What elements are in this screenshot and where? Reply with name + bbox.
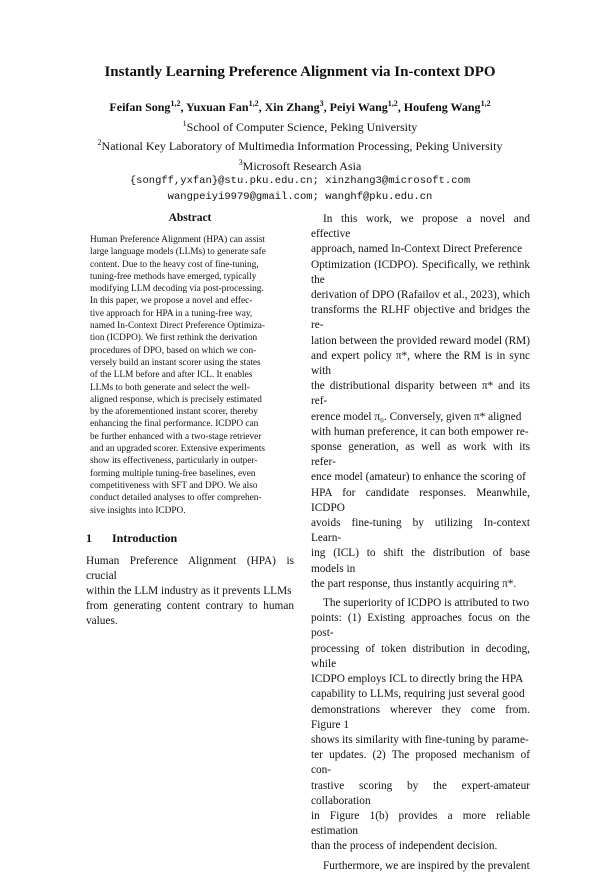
abstract-line: and an upgraded scorer. Extensive experiments (90, 444, 266, 455)
body-line: ICDPO employs ICL to directly bring the HPA (311, 673, 524, 686)
author-block (0, 96, 600, 205)
abstract-line: be further enhanced with a two-stage retriever (90, 431, 262, 442)
body-line: lation between the provided reward model (RM) (311, 334, 530, 347)
author-affiliation-mark: 1,2 (480, 99, 491, 108)
email-line: wangpeiyi9979@gmail.com; wanghf@pku.edu.cn (167, 190, 433, 203)
abstract-heading: Abstract (168, 212, 212, 224)
abstract-line: by the aforementioned instant scorer, thereby (90, 407, 258, 418)
author-name: Houfeng Wang (403, 100, 481, 114)
abstract-line: sive insights into ICDPO. (90, 505, 186, 516)
affiliation-number: 2 (97, 138, 102, 147)
body-line: derivation of DPO (Rafailov et al., 2023), which (311, 289, 530, 302)
body-line: HPA for candidate responses. Meanwhile, ICDPO (311, 486, 530, 514)
author-name: Feifan Song (109, 100, 171, 114)
author-affiliation-mark: 1,2 (387, 99, 398, 108)
body-line: Human Preference Alignment (HPA) is crucial (86, 554, 294, 582)
abstract-line: modifying LLM decoding via post-processing. (90, 284, 264, 295)
author-name: Xin Zhang (264, 100, 320, 114)
body-line: trastive scoring by the expert-amateur collaboration (311, 779, 530, 807)
abstract-line: named In-Context Direct Preference Optimiza- (90, 321, 266, 332)
body-line: Optimization (ICDPO). Specifically, we rethink the (311, 258, 530, 286)
body-line: erence model π₀. Conversely, given π* aligned (311, 410, 522, 423)
section-heading-introduction (86, 531, 294, 546)
author-name: Yuxuan Fan (186, 100, 249, 114)
body-line: points: (1) Existing approaches focus on the post- (311, 612, 530, 640)
body-line: approach, named In-Context Direct Preference (311, 243, 523, 256)
body-line: shows its similarity with fine-tuning by parame- (311, 733, 529, 746)
abstract-line: versely build an instant scorer using the states (90, 357, 261, 368)
abstract-line: In this paper, we propose a novel and effec- (90, 296, 253, 307)
body-line: sponse generation, as well as work with its refer- (311, 441, 530, 469)
body-line: from generating content contrary to human values. (86, 599, 294, 627)
abstract-line: LLMs to both generate and select the well- (90, 382, 250, 393)
abstract-line: enhancing the final performance. ICDPO can (90, 419, 259, 430)
body-line: In this work, we propose a novel and effective (311, 213, 530, 241)
abstract-body (90, 234, 290, 517)
body-line: ing (ICL) to shift the distribution of base models in (311, 547, 530, 575)
body-line: within the LLM industry as it prevents LLMs (86, 584, 292, 597)
abstract-line: large language models (LLMs) to generate safe (90, 247, 266, 258)
affiliation-number: 1 (182, 118, 187, 128)
body-line: the part response, thus instantly acquiring π*. (311, 577, 517, 590)
abstract-line: show its effectiveness, particularly in outper- (90, 456, 258, 467)
abstract-line: Human Preference Alignment (HPA) can assist (90, 235, 265, 245)
paper-title: Instantly Learning Preference Alignment via In-context DPO (104, 64, 496, 80)
abstract-line: competitiveness with SFT and DPO. We also (90, 480, 258, 491)
abstract-line: tion (ICDPO). We first rethink the derivation (90, 333, 258, 344)
author-affiliation-mark: 3 (319, 99, 324, 108)
author-name: Peiyi Wang (329, 100, 388, 114)
author-list: Feifan Song$^{1,2}$, Yuxuan Fan$^{1,2}$, Xin Zhang$^3$, Peiyi Wang$^{1,2}$, Houfeng Wang$^{1,2}$ (109, 99, 491, 114)
body-line: the distributional disparity between π* and its ref- (311, 380, 530, 408)
body-line: capability to LLMs, requiring just several good (311, 688, 525, 701)
body-line: ter updates. (2) The proposed mechanism of con- (311, 749, 530, 777)
affiliation-text: Microsoft Research Asia (242, 158, 362, 173)
body-line: avoids fine-tuning by utilizing In-context Learn- (311, 517, 530, 545)
abstract-line: content. Due to the heavy cost of fine-tuning, (90, 259, 259, 270)
author-affiliation-mark: 1,2 (170, 99, 181, 108)
abstract-line: conduct detailed analyses to offer comprehen- (90, 493, 262, 504)
email-line: {songff,yxfan}@stu.pku.edu.cn; xinzhang3@microsoft.com (129, 175, 471, 187)
body-line: in Figure 1(b) provides a more reliable estimation (311, 809, 530, 838)
intro-body (86, 554, 294, 629)
author-affiliation-mark: 1,2 (248, 99, 259, 108)
affiliation-line (0, 155, 600, 175)
body-line: with human preference, it can both empower re- (311, 425, 529, 438)
body-line: Furthermore, we are inspired by the prevalent (323, 859, 530, 872)
abstract-line: tuning-free methods have emerged, typically (90, 271, 257, 282)
body-line: demonstrations wherever they come from. Figure 1 (311, 703, 530, 731)
abstract-line: of the LLM before and after ICL. It enables (90, 370, 253, 381)
affiliation-number: 3 (238, 157, 243, 167)
body-line: The superiority of ICDPO is attributed to two (323, 597, 530, 610)
affiliation-line (0, 116, 600, 136)
affiliation-text: National Key Laboratory of Multimedia Information Processing, Peking University (101, 139, 503, 153)
right-column (311, 212, 530, 874)
abstract-line: procedures of DPO, based on which we con- (90, 345, 257, 356)
body-line: ence model (amateur) to enhance the scoring of (311, 471, 526, 484)
abstract-line: forming multiple tuning-free baselines, even (90, 468, 256, 479)
body-line: transforms the RLHF objective and bridges the re- (311, 304, 530, 332)
section-number: 1 (86, 530, 92, 545)
body-line: processing of token distribution in decoding, while (311, 642, 530, 670)
left-column (86, 212, 294, 629)
abstract-line: aligned response, which is precisely estimated (90, 394, 262, 405)
body-line: and expert policy π*, where the RM is in sync with (311, 349, 530, 378)
section-title: Introduction (112, 530, 178, 545)
affiliation-text: School of Computer Science, Peking University (186, 119, 418, 134)
affiliation-line (0, 135, 600, 155)
body-line: than the process of independent decision. (311, 840, 498, 853)
abstract-line: tive approach for HPA in a tuning-free way, (90, 308, 253, 319)
